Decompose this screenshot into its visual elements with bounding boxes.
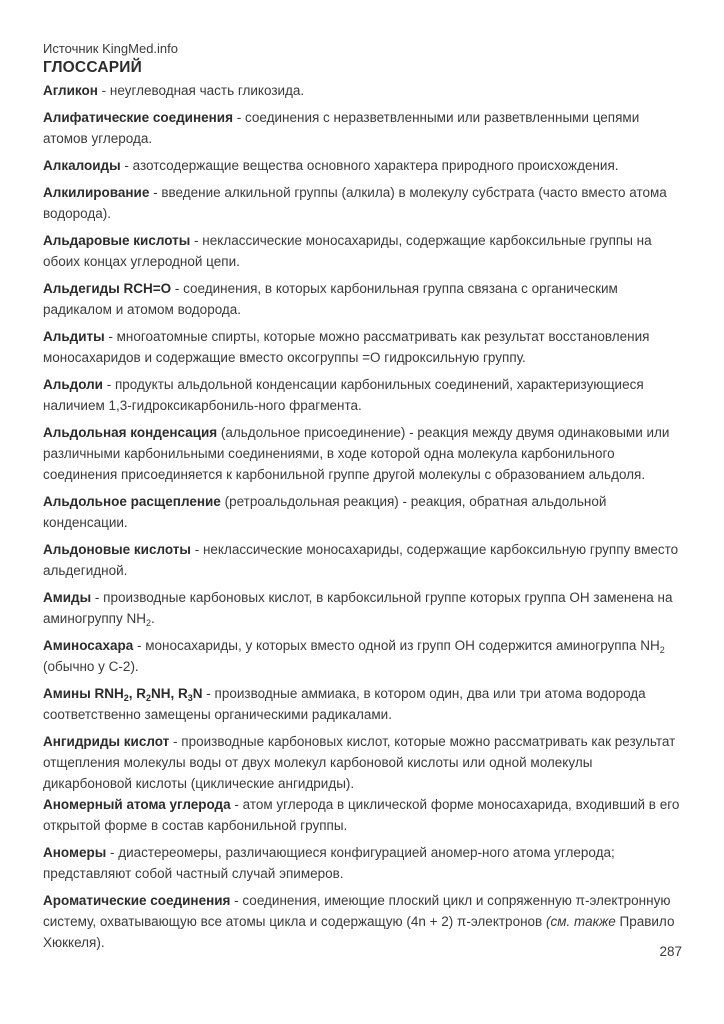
glossary-term-note: (альдольное присоединение) — [217, 425, 406, 440]
glossary-entry: Аномерный атома углерода - атом углерода в циклической форме моносахарида, входивший в его открытой форме в состав карбонильной группы. — [43, 797, 680, 833]
glossary-definition: продукты альдольной конденсации карбонильных соединений, характеризующиеся наличием 1,3-гидроксикарбониль-ного фрагмента. — [43, 377, 644, 413]
glossary-definition: неуглеводная часть гликозида. — [109, 83, 305, 98]
glossary-entry: Альдольное расщепление (ретроальдольная реакция) - реакция, обратная альдольной конденсации. — [43, 494, 607, 530]
glossary-definition: неклассические моносахариды, содержащие карбоксильную группу вместо альдегидной. — [43, 542, 679, 578]
glossary-term: Альдаровые кислоты — [43, 233, 191, 248]
glossary-definition: соединения с неразветвленными или разветвленными цепями атомов углерода. — [43, 110, 640, 146]
glossary-entry: Алифатические соединения - соединения с неразветвленными или разветвленными цепями атомов углерода. — [43, 110, 640, 146]
glossary-term: Аномерный атома углерода — [43, 797, 231, 812]
glossary-term: Агликон — [43, 83, 98, 98]
glossary-definition: азотсодержащие вещества основного характера природного происхождения. — [132, 158, 619, 173]
glossary-definition: производные карбоновых кислот, которые можно рассматривать как результат отщепления молекулы воды от двух молекул карбоновой кислоты или одной молекулы дикарбоновой кислоты (циклические ангидриды). — [43, 734, 676, 791]
glossary-entry: Альдоли - продукты альдольной конденсации карбонильных соединений, характеризующиеся наличием 1,3-гидроксикарбониль-ного фрагмента. — [43, 377, 644, 413]
glossary-entry: Алкилирование - введение алкильной группы (алкила) в молекулу субстрата (часто вместо атома водорода). — [43, 185, 667, 221]
glossary-definition: многоатомные спирты, которые можно рассматривать как результат восстановления моносахаридов и содержащие вместо оксогруппы =O гидроксильную группу. — [43, 329, 650, 365]
glossary-definition: производные карбоновых кислот, в карбоксильной группе которых группа OH заменена на аминогруппу $NH_2$. — [43, 590, 673, 628]
glossary-term-note: (ретроальдольная реакция) — [220, 494, 399, 509]
glossary-definition: соединения, имеющие плоский цикл и сопряженную π-электронную систему, охватывающую все атомы цикла и содержащую (4n + 2) π-электронов (см. также Правило Хюккеля). — [43, 893, 675, 950]
glossary-term: Аминосахара — [43, 638, 134, 653]
document-page — [43, 41, 683, 959]
glossary-entry: Ангидриды кислот - производные карбоновых кислот, которые можно рассматривать как результат отщепления молекулы воды от двух молекул карбоновой кислоты или одной молекулы дикарбоновой кислоты (циклические ангидриды). — [43, 734, 676, 791]
glossary-term: Альдоновые кислоты — [43, 542, 191, 557]
glossary-term: Алкалоиды — [43, 158, 121, 173]
glossary-entry: Амины $RNH_2$, $R_2NH$, $R_3N$ - производные аммиака, в котором один, два или три атома водорода соответственно замещены органическими радикалами. — [43, 686, 646, 722]
glossary-entry: Альдаровые кислоты - неклассические моносахариды, содержащие карбоксильные группы на обоих концах углеродной цепи. — [43, 233, 652, 269]
glossary-definition: неклассические моносахариды, содержащие карбоксильные группы на обоих концах углеродной цепи. — [43, 233, 652, 269]
glossary-term: Ароматические соединения — [43, 893, 231, 908]
glossary-entries — [43, 80, 683, 953]
glossary-entry: Альдоновые кислоты - неклассические моносахариды, содержащие карбоксильную группу вместо альдегидной. — [43, 542, 679, 578]
glossary-entry: Альдиты - многоатомные спирты, которые можно рассматривать как результат восстановления моносахаридов и содержащие вместо оксогруппы =O гидроксильную группу. — [43, 329, 650, 365]
glossary-entry: Аминосахара - моносахариды, у которых вместо одной из групп OH содержится аминогруппа $NH_2$ (обычно у С-2). — [43, 638, 665, 674]
glossary-entry: Альдольная конденсация (альдольное присоединение) - реакция между двумя одинаковыми или различными карбонильными соединениями, в ходе которой одна молекула карбонильного соединения присоединяется к карбонильной группе другой молекулы с образованием альдоля. — [43, 425, 670, 482]
glossary-term: Альдегиды RCH=O — [43, 281, 172, 296]
glossary-entry: Агликон - неуглеводная часть гликозида. — [43, 83, 305, 98]
page-number: 287 — [659, 944, 682, 959]
glossary-term: Аномеры — [43, 845, 107, 860]
glossary-term: Амиды — [43, 590, 92, 605]
glossary-term: Алифатические соединения — [43, 110, 233, 125]
glossary-term: Альдиты — [43, 329, 105, 344]
glossary-entry: Алкалоиды - азотсодержащие вещества основного характера природного происхождения. — [43, 158, 619, 173]
glossary-term: Алкилирование — [43, 185, 150, 200]
glossary-definition: реакция между двумя одинаковыми или различными карбонильными соединениями, в ходе которой одна молекула карбонильного соединения присоединяется к карбонильной группе другой молекулы с образованием альдоля. — [43, 425, 670, 482]
glossary-definition: реакция, обратная альдольной конденсации. — [43, 494, 607, 530]
glossary-definition: соединения, в которых карбонильная группа связана с органическим радикалом и атомом водорода. — [43, 281, 618, 317]
glossary-definition: атом углерода в циклической форме моносахарида, входивший в его открытой форме в состав карбонильной группы. — [43, 797, 680, 833]
glossary-definition: введение алкильной группы (алкила) в молекулу субстрата (часто вместо атома водорода). — [43, 185, 667, 221]
glossary-entry: Амиды - производные карбоновых кислот, в карбоксильной группе которых группа OH заменена на аминогруппу $NH_2$. — [43, 590, 673, 628]
glossary-definition: производные аммиака, в котором один, два или три атома водорода соответственно замещены органическими радикалами. — [43, 686, 646, 722]
glossary-term: Альдольная конденсация — [43, 425, 218, 440]
page-title: ГЛОССАРИЙ — [43, 59, 142, 76]
glossary-term: Альдоли — [43, 377, 103, 392]
glossary-term: Амины $RNH_2$, $R_2NH$, $R_3N$ — [43, 686, 203, 703]
glossary-entry: Альдегиды RCH=O - соединения, в которых карбонильная группа связана с органическим радикалом и атомом водорода. — [43, 281, 618, 317]
source-line: Источник KingMed.info — [43, 41, 178, 56]
glossary-term: Ангидриды кислот — [43, 734, 170, 749]
glossary-entry: Ароматические соединения - соединения, имеющие плоский цикл и сопряженную π-электронную систему, охватывающую все атомы цикла и содержащую (4n + 2) π-электронов (см. также Правило Хюккеля). — [43, 893, 675, 950]
glossary-entry: Аномеры - диастереомеры, различающиеся конфигурацией аномер-ного атома углерода; представляют собой частный случай эпимеров. — [43, 845, 615, 881]
glossary-definition: моносахариды, у которых вместо одной из групп OH содержится аминогруппа $NH_2$ (обычно у С-2). — [43, 638, 665, 674]
glossary-term: Альдольное расщепление — [43, 494, 221, 509]
glossary-definition: диастереомеры, различающиеся конфигурацией аномер-ного атома углерода; представляют собой частный случай эпимеров. — [43, 845, 615, 881]
